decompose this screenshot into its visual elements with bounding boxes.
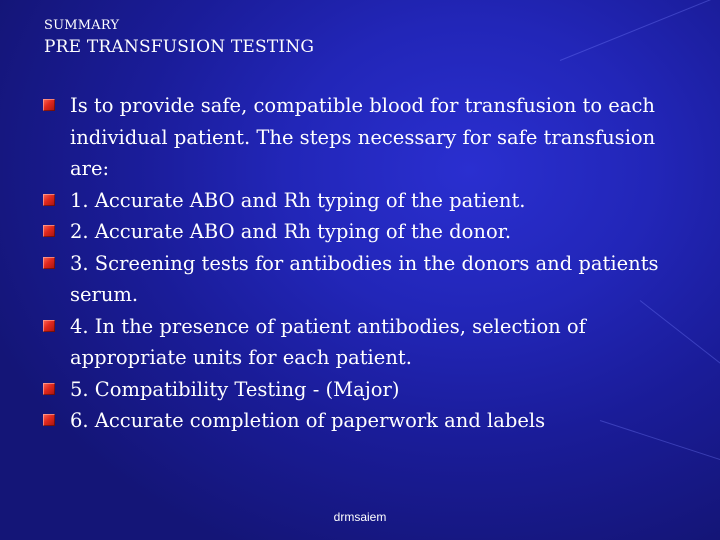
- decorative-ray: [560, 0, 720, 61]
- square-bullet-icon: [43, 225, 55, 237]
- bullet-item: [40, 311, 680, 374]
- bullet-item: [40, 90, 680, 185]
- square-bullet-icon: [43, 257, 55, 269]
- bullet-text: 3. Screening tests for antibodies in the donors and patients serum.: [70, 251, 659, 306]
- square-bullet-icon: [43, 414, 55, 426]
- bullet-text: 1. Accurate ABO and Rh typing of the patient.: [70, 188, 526, 212]
- square-bullet-icon: [43, 194, 55, 206]
- bullet-text: 4. In the presence of patient antibodies, selection of appropriate units for each patient.: [70, 314, 586, 369]
- bullet-text: 6. Accurate completion of paperwork and labels: [70, 409, 546, 432]
- section-label: SUMMARY: [44, 18, 120, 33]
- bullet-item: [40, 185, 680, 217]
- bullet-item: [40, 405, 680, 437]
- bullet-text: 2. Accurate ABO and Rh typing of the donor.: [70, 220, 512, 243]
- square-bullet-icon: [43, 320, 55, 332]
- bullet-item: [40, 216, 680, 248]
- bullet-list: [40, 90, 680, 437]
- slide-title: PRE TRANSFUSION TESTING: [44, 37, 315, 57]
- footer-author: drmsaiem: [333, 510, 387, 524]
- bullet-item: [40, 248, 680, 311]
- square-bullet-icon: [43, 383, 55, 395]
- bullet-text: 5. Compatibility Testing - (Major): [70, 377, 400, 401]
- square-bullet-icon: [43, 99, 55, 111]
- bullet-text: Is to provide safe, compatible blood for transfusion to each individual patient. The steps necessary for safe transfusion are:: [70, 94, 656, 180]
- bullet-item: [40, 374, 680, 406]
